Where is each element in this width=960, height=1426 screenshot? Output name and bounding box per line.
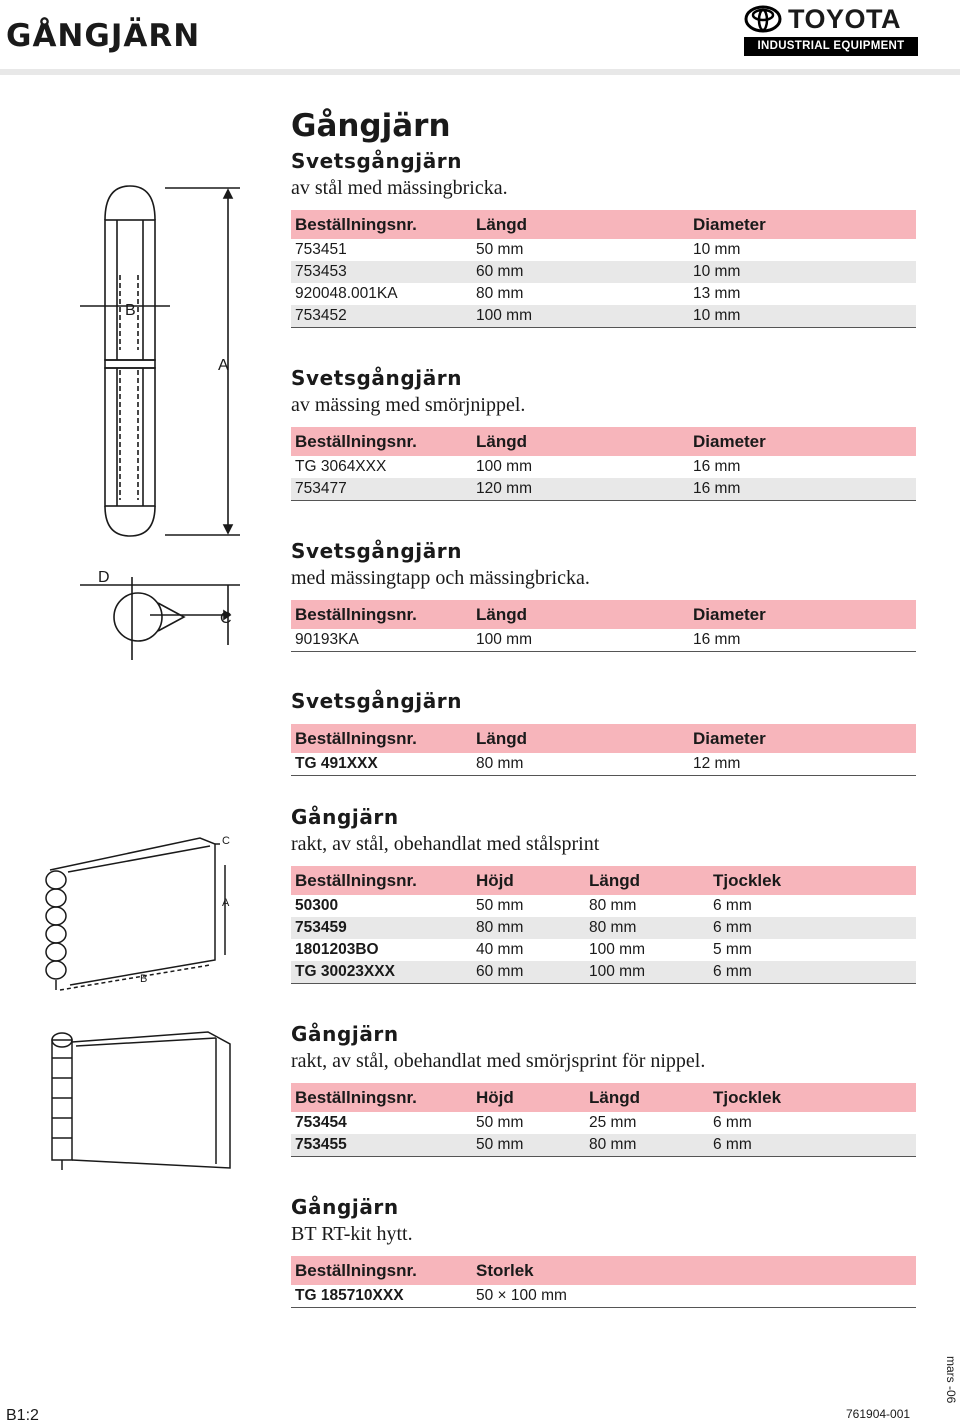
order-number-cell: 753454	[295, 1114, 347, 1131]
column-header: Höjd	[472, 1083, 585, 1112]
label-a: A	[218, 357, 229, 374]
order-number-cell: 1801203BO	[295, 941, 379, 958]
value-cell: 6 mm	[709, 1134, 916, 1157]
column-header: Beställningsnr.	[291, 724, 472, 753]
order-number-cell: 753452	[291, 305, 472, 328]
column-header: Beställningsnr.	[291, 600, 472, 629]
column-header: Beställningsnr.	[291, 1256, 472, 1285]
logo-wordmark: TOYOTA	[788, 3, 902, 34]
value-cell: 16 mm	[689, 629, 916, 652]
page-title: GÅNGJÄRN	[6, 18, 201, 54]
label-c: C	[222, 835, 230, 847]
column-header: Diameter	[689, 600, 916, 629]
product-table	[291, 1083, 916, 1157]
value-cell: 12 mm	[689, 753, 916, 776]
section-heading: Svetsgångjärn	[291, 539, 463, 563]
value-cell: 80 mm	[585, 917, 709, 939]
value-cell: 50 mm	[476, 241, 524, 258]
column-header: Beställningsnr.	[291, 1083, 472, 1112]
value-cell: 6 mm	[709, 917, 916, 939]
logo-band: INDUSTRIAL EQUIPMENT	[744, 37, 918, 56]
product-table	[291, 1256, 916, 1308]
order-number-cell: 90193KA	[291, 629, 472, 652]
order-number-cell: TG 185710XXX	[291, 1285, 472, 1308]
section-heading: Svetsgångjärn	[291, 149, 463, 173]
table-row	[291, 456, 916, 478]
lubricated-hinge-drawing	[40, 1028, 240, 1178]
cross-section-drawing	[70, 565, 250, 665]
toyota-emblem-icon	[744, 5, 782, 33]
order-number-cell: 920048.001KA	[295, 285, 398, 302]
document-number: 761904-001	[846, 1407, 911, 1421]
value-cell: 50 × 100 mm	[472, 1285, 916, 1308]
table-row	[291, 305, 916, 328]
section-heading: Gångjärn	[291, 1195, 399, 1219]
value-cell: 10 mm	[693, 241, 741, 258]
table-header-row	[291, 1083, 916, 1112]
column-header: Diameter	[689, 724, 916, 753]
header-rule	[0, 69, 960, 75]
table-row	[291, 629, 916, 652]
table-header-row	[291, 866, 916, 895]
table-header-row	[291, 600, 916, 629]
product-table	[291, 600, 916, 652]
order-number-cell: TG 3064XXX	[295, 458, 387, 475]
value-cell: 60 mm	[472, 961, 585, 984]
value-cell: 16 mm	[689, 478, 916, 501]
column-header: Längd	[585, 866, 709, 895]
value-cell: 16 mm	[693, 458, 741, 475]
table-row	[291, 261, 916, 283]
value-cell: 100 mm	[472, 629, 689, 652]
section-svetsgangjarn-stal	[291, 148, 916, 328]
column-header: Diameter	[689, 427, 916, 456]
column-header: Höjd	[472, 866, 585, 895]
column-header: Längd	[472, 724, 689, 753]
order-number-cell: TG 30023XXX	[291, 961, 472, 984]
section-svetsgangjarn-massing	[291, 365, 916, 501]
table-row	[291, 895, 916, 917]
column-header: Tjocklek	[709, 866, 916, 895]
revision-date: mars -06	[944, 1356, 958, 1404]
section-heading: Svetsgångjärn	[291, 689, 463, 713]
order-number-cell: 753451	[295, 241, 347, 258]
label-d: D	[98, 569, 110, 586]
value-cell: 100 mm	[472, 305, 689, 328]
section-gangjarn-smorjsprint	[291, 1021, 916, 1157]
product-table	[291, 427, 916, 501]
column-header: Diameter	[689, 210, 916, 239]
page-number: B1:2	[6, 1407, 39, 1424]
value-cell: 6 mm	[713, 1114, 752, 1131]
value-cell: 10 mm	[689, 305, 916, 328]
column-header: Beställningsnr.	[291, 427, 472, 456]
brand-logo	[744, 4, 918, 60]
table-row	[291, 239, 916, 261]
value-cell: 50 mm	[476, 1114, 524, 1131]
order-number-cell: 753455	[291, 1134, 472, 1157]
section-subtitle: av stål med mässingbricka.	[291, 177, 508, 199]
section-gangjarn-bt-rt	[291, 1194, 916, 1308]
label-c: C	[220, 610, 232, 627]
order-number-cell: TG 491XXX	[291, 753, 472, 776]
value-cell: 100 mm	[589, 941, 645, 958]
value-cell: 100 mm	[585, 961, 709, 984]
section-svetsgangjarn-plain	[291, 688, 916, 776]
column-header: Längd	[585, 1083, 709, 1112]
section-heading: Gångjärn	[291, 1022, 399, 1046]
section-heading: Gångjärn	[291, 805, 399, 829]
label-b: B	[125, 302, 136, 319]
table-row	[291, 961, 916, 984]
order-number-cell: 753459	[291, 917, 472, 939]
value-cell: 50 mm	[472, 1134, 585, 1157]
main-heading: Gångjärn	[291, 108, 451, 144]
column-header: Längd	[472, 427, 689, 456]
value-cell: 80 mm	[585, 1134, 709, 1157]
column-header: Tjocklek	[709, 1083, 916, 1112]
value-cell: 100 mm	[476, 458, 532, 475]
column-header: Längd	[472, 600, 689, 629]
order-number-cell: 753477	[291, 478, 472, 501]
column-header: Storlek	[472, 1256, 916, 1285]
order-number-cell: 50300	[295, 897, 339, 914]
label-b: B	[140, 973, 148, 985]
product-table	[291, 724, 916, 776]
weld-hinge-drawing	[80, 180, 250, 550]
section-subtitle: rakt, av stål, obehandlat med stålsprint	[291, 833, 600, 855]
value-cell: 6 mm	[713, 897, 752, 914]
section-heading: Svetsgångjärn	[291, 366, 463, 390]
order-number-cell: 753453	[291, 261, 472, 283]
value-cell: 80 mm	[476, 285, 524, 302]
table-header-row	[291, 1256, 916, 1285]
flat-hinge-drawing	[30, 830, 250, 1000]
table-row	[291, 478, 916, 501]
table-header-row	[291, 210, 916, 239]
table-row	[291, 283, 916, 305]
value-cell: 80 mm	[472, 753, 689, 776]
value-cell: 120 mm	[472, 478, 689, 501]
table-header-row	[291, 724, 916, 753]
column-header: Beställningsnr.	[291, 210, 472, 239]
value-cell: 6 mm	[709, 961, 916, 984]
column-header: Längd	[472, 210, 689, 239]
product-table	[291, 210, 916, 328]
value-cell: 80 mm	[589, 897, 637, 914]
section-gangjarn-stalsprint	[291, 804, 916, 984]
table-row	[291, 1285, 916, 1308]
value-cell: 10 mm	[689, 261, 916, 283]
section-subtitle: av mässing med smörjnippel.	[291, 394, 526, 416]
value-cell: 25 mm	[589, 1114, 637, 1131]
value-cell: 40 mm	[476, 941, 524, 958]
value-cell: 50 mm	[476, 897, 524, 914]
product-table	[291, 866, 916, 984]
value-cell: 13 mm	[693, 285, 741, 302]
section-subtitle: rakt, av stål, obehandlat med smörjsprint för nippel.	[291, 1050, 706, 1072]
section-subtitle: med mässingtapp och mässingbricka.	[291, 567, 590, 589]
table-row	[291, 917, 916, 939]
table-header-row	[291, 427, 916, 456]
table-row	[291, 939, 916, 961]
section-subtitle: BT RT-kit hytt.	[291, 1223, 413, 1245]
table-row	[291, 1112, 916, 1134]
table-row	[291, 753, 916, 776]
value-cell: 5 mm	[713, 941, 752, 958]
column-header: Beställningsnr.	[291, 866, 472, 895]
value-cell: 80 mm	[472, 917, 585, 939]
table-row	[291, 1134, 916, 1157]
label-a: A	[222, 897, 230, 909]
value-cell: 60 mm	[472, 261, 689, 283]
section-svetsgangjarn-massingtapp	[291, 538, 916, 652]
